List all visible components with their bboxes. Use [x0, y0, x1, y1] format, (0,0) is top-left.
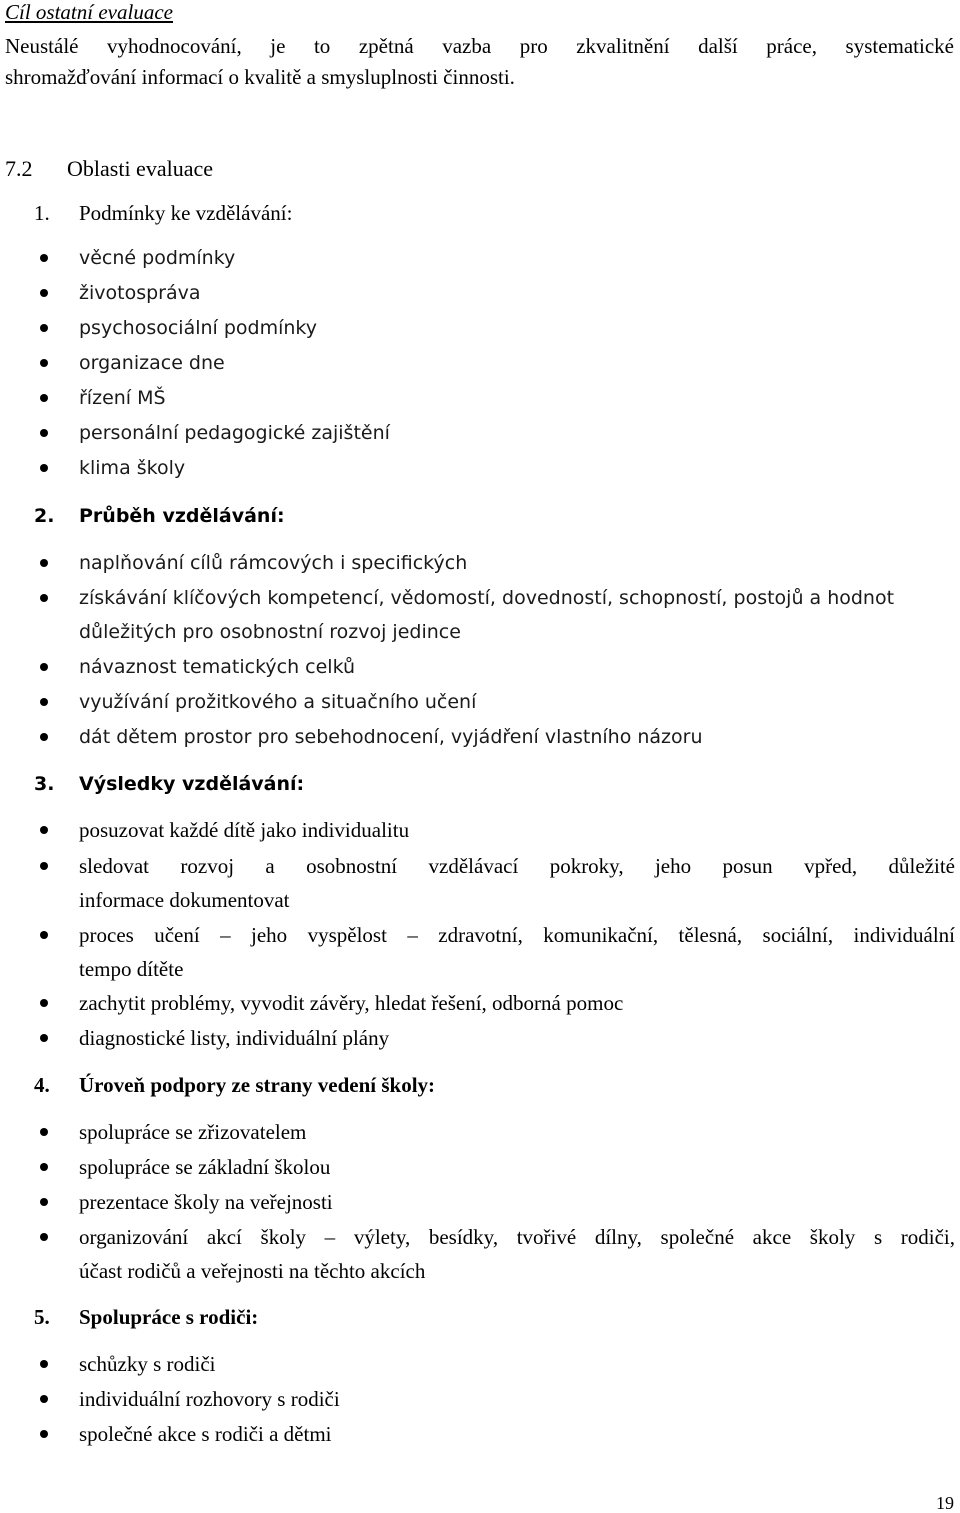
- bullet-icon: [40, 1163, 48, 1171]
- list-item: organizace dne: [79, 352, 225, 374]
- list-item: spolupráce se zřizovatelem: [79, 1120, 307, 1144]
- list-item: sledovat rozvoj a osobnostní vzdělávací pokroky, jeho posun vpřed, důležité: [79, 854, 955, 878]
- bullet-icon: [40, 324, 48, 332]
- list-item: schůzky s rodiči: [79, 1352, 216, 1376]
- list-item-continuation: účast rodičů a veřejnosti na těchto akcích: [79, 1259, 426, 1283]
- list-item: organizování akcí školy – výlety, besídky, tvořivé dílny, společné akce školy s rodiči,: [79, 1225, 955, 1249]
- bullet-icon: [40, 394, 48, 402]
- list-item: společné akce s rodiči a dětmi: [79, 1422, 332, 1446]
- list-item: posuzovat každé dítě jako individualitu: [79, 818, 410, 842]
- section-1-number: 1.: [34, 201, 50, 225]
- section-1-title: Podmínky ke vzdělávání:: [79, 201, 293, 225]
- list-item: řízení MŠ: [79, 387, 166, 409]
- section-1-heading: [34, 201, 292, 225]
- section-4-title: Úroveň podpory ze strany vedení školy:: [79, 1073, 436, 1097]
- bullet-icon: [40, 1128, 48, 1136]
- section-3-title: Výsledky vzdělávání:: [79, 773, 305, 795]
- bullet-icon: [40, 559, 48, 567]
- list-item: prezentace školy na veřejnosti: [79, 1190, 333, 1214]
- list-item: dát dětem prostor pro sebehodnocení, vyjádření vlastního názoru: [79, 726, 703, 748]
- list-item: věcné podmínky: [79, 247, 236, 269]
- bullet-icon: [40, 429, 48, 437]
- bullet-icon: [40, 594, 48, 602]
- bullet-icon: [40, 999, 48, 1007]
- section-4-number: 4.: [34, 1073, 50, 1097]
- bullet-icon: [40, 1233, 48, 1241]
- list-item: návaznost tematických celků: [79, 656, 356, 678]
- list-item: získávání klíčových kompetencí, vědomostí, dovedností, schopností, postojů a hodnot: [79, 587, 895, 609]
- list-item-continuation: důležitých pro osobnostní rozvoj jedince: [79, 621, 461, 643]
- bullet-icon: [40, 733, 48, 741]
- page-number: 19: [936, 1493, 954, 1513]
- list-item: klima školy: [79, 457, 186, 479]
- bullet-icon: [40, 254, 48, 262]
- bullet-icon: [40, 464, 48, 472]
- intro-title: Cíl ostatní evaluace: [5, 0, 173, 24]
- chapter-title: Oblasti evaluace: [67, 156, 213, 181]
- section-5-title: Spolupráce s rodiči:: [79, 1305, 259, 1329]
- list-item: využívání prožitkového a situačního učení: [79, 691, 477, 713]
- section-5-heading: [34, 1305, 258, 1329]
- list-item: proces učení – jeho vyspělost – zdravotní, komunikační, tělesná, sociální, individuální: [79, 923, 955, 947]
- intro-text-line-1: Neustálé vyhodnocování, je to zpětná vazba pro zkvalitnění další práce, systematické: [5, 34, 954, 58]
- list-item: individuální rozhovory s rodiči: [79, 1387, 340, 1411]
- bullet-icon: [40, 359, 48, 367]
- list-item-continuation: informace dokumentovat: [79, 888, 290, 912]
- chapter-heading: [5, 157, 213, 181]
- section-3-number: 3.: [34, 773, 55, 795]
- bullet-icon: [40, 1198, 48, 1206]
- list-item: naplňování cílů rámcových i specifických: [79, 552, 468, 574]
- list-item: zachytit problémy, vyvodit závěry, hledat řešení, odborná pomoc: [79, 991, 624, 1015]
- list-item: psychosociální podmínky: [79, 317, 317, 339]
- list-item-continuation: tempo dítěte: [79, 957, 184, 981]
- list-item: personální pedagogické zajištění: [79, 422, 390, 444]
- bullet-icon: [40, 1430, 48, 1438]
- bullet-icon: [40, 826, 48, 834]
- list-item: diagnostické listy, individuální plány: [79, 1026, 390, 1050]
- section-3-heading: [34, 772, 304, 796]
- section-2-title: Průběh vzdělávání:: [79, 505, 285, 527]
- bullet-icon: [40, 862, 48, 870]
- bullet-icon: [40, 698, 48, 706]
- section-4-heading: [34, 1073, 435, 1097]
- bullet-icon: [40, 663, 48, 671]
- bullet-icon: [40, 1034, 48, 1042]
- bullet-icon: [40, 1360, 48, 1368]
- list-item: spolupráce se základní školou: [79, 1155, 331, 1179]
- section-2-number: 2.: [34, 505, 55, 527]
- section-2-heading: [34, 504, 285, 528]
- chapter-number: 7.2: [5, 156, 33, 181]
- bullet-icon: [40, 289, 48, 297]
- bullet-icon: [40, 931, 48, 939]
- section-5-number: 5.: [34, 1305, 50, 1329]
- intro-text-line-2: shromažďování informací o kvalitě a smysluplnosti činnosti.: [5, 65, 515, 89]
- bullet-icon: [40, 1395, 48, 1403]
- list-item: životospráva: [79, 282, 201, 304]
